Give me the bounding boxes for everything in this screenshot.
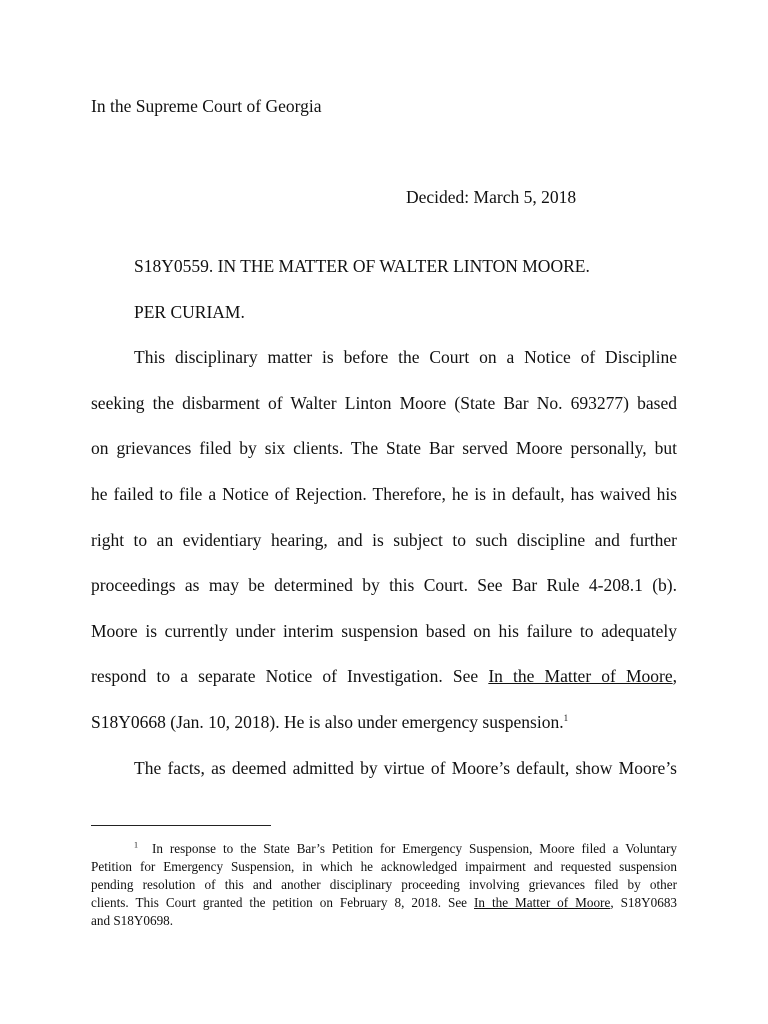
case-caption: S18Y0559. IN THE MATTER OF WALTER LINTON MOORE. — [134, 256, 590, 276]
body-line-8-text: respond to a separate Notice of Investigation. See — [91, 666, 489, 686]
body-line-5: right to an evidentiary hearing, and is subject to such discipline and further — [91, 530, 677, 550]
footnote-line-2: Petition for Emergency Suspension, in which he acknowledged impairment and requested suspension — [91, 859, 677, 874]
body-line-1: This disciplinary matter is before the Court on a Notice of Discipline — [134, 347, 677, 367]
footnote-line-3: pending resolution of this and another disciplinary proceeding involving grievances filed by other — [91, 877, 677, 892]
footnote-line-4-tail: , S18Y0683 — [610, 895, 677, 910]
footnote-line-4-text: clients. This Court granted the petition on February 8, 2018. See — [91, 895, 475, 910]
footnote-line-5: and S18Y0698. — [91, 913, 174, 928]
body-line-6: proceedings as may be determined by this Court. See Bar Rule 4-208.1 (b). — [91, 575, 677, 595]
body-line-4: he failed to file a Notice of Rejection. Therefore, he is in default, has waived his — [91, 484, 677, 504]
decided-date: Decided: March 5, 2018 — [406, 187, 577, 207]
footnote-mark: 1 — [134, 840, 138, 850]
per-curiam-label: PER CURIAM. — [134, 302, 245, 322]
body-line-2: seeking the disbarment of Walter Linton Moore (State Bar No. 693277) based — [91, 393, 677, 413]
body-line-8-punct: , — [672, 666, 677, 686]
body-line-9-text: S18Y0668 (Jan. 10, 2018). He is also under emergency suspension. — [91, 712, 564, 732]
body-line-10: The facts, as deemed admitted by virtue of Moore’s default, show Moore’s — [134, 758, 677, 778]
body-line-3: on grievances filed by six clients. The State Bar served Moore personally, but — [91, 438, 677, 458]
body-line-9 — [91, 711, 568, 733]
court-heading: In the Supreme Court of Georgia — [91, 96, 322, 116]
body-line-8 — [91, 665, 677, 687]
footnote-divider — [91, 825, 271, 826]
footnote-line-4 — [91, 894, 677, 912]
footnote-line-1-text: In response to the State Bar’s Petition for Emergency Suspension, Moore filed a Voluntary — [151, 841, 677, 856]
body-line-7: Moore is currently under interim suspension based on his failure to adequately — [91, 621, 677, 641]
case-citation-link: In the Matter of Moore — [488, 666, 673, 686]
footnote-citation-link: In the Matter of Moore — [474, 895, 611, 910]
footnote-line-1 — [134, 840, 677, 858]
footnote-reference: 1 — [563, 713, 569, 724]
